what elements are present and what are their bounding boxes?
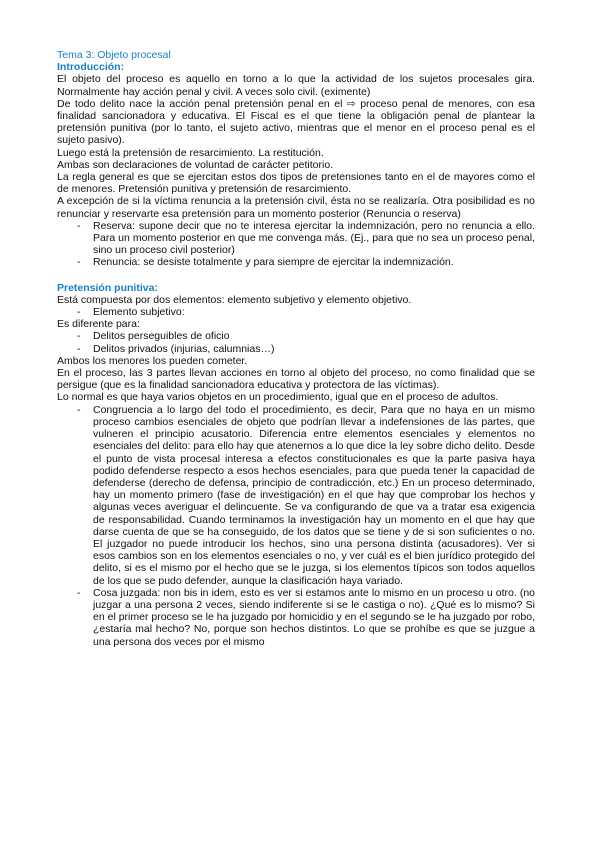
list-item-crime-privados: - Delitos privados (injurias, calumnias…) <box>57 343 535 355</box>
list-item-congruencia: - Congruencia a lo largo del todo el procedimiento, es decir, Para que no haya en un mismo proceso cambios esenciales de objeto que podrían llevar a indefensiones de las partes, que vulneren el principio acusatorio. Diferencia entre elementos esenciales y elementos no esenciales del delito: para ello hay que atenernos a lo que dice la ley sobre dicho delito. Desde el punto de vista procesal interesa a efectos constitucionales es que la parte pasiva haya podido defenderse respecto a esos hechos esenciales, para que pueda tener la capacidad de defenderse (derecho de defensa, principio de contradicción, etc.) En un proceso determinado, hay un momento primero (fase de investigación) en el que hay que comprobar los hechos y algunas veces averiguar el delincuente. Se va configurando de que va a tratar esa exigencia de responsabilidad. Cuando terminamos la investigación hay un momento en el que hay que darse cuenta de que se ha conseguido, de los datos que se tiene y de si son suficientes o no. El juzgador no puede introducir los hechos, sino una persona distinta (acusadores). Ver si esos cambios son en los elementos esenciales o no, y ver cuál es el bien jurídico protegido del delito, si es el mismo por el hecho que se le juzga, si los elementos típicos son todos aquellos de los que se pudo defender, aunque la clasificación haya variado. <box>57 404 535 587</box>
intro-heading: Introducción: <box>57 61 125 74</box>
intro-paragraph-2: De todo delito nace la acción penal pretensión penal en el ⇨ proceso penal de menores, con esa finalidad sancionadora y educativa. El Fiscal es el que tiene la obligación penal de plantear la pretensión punitiva (por lo tanto, el sujeto activo, mientras que el menor en el proceso penal es el sujeto pasivo). <box>57 97 535 147</box>
list-item-subjective: - Elemento subjetivo: <box>57 306 535 318</box>
list-item-crime-oficio: - Delitos perseguibles de oficio <box>57 330 535 342</box>
crime-types-list <box>57 330 535 354</box>
intro-paragraph-3: Luego está la pretensión de resarcimiento. La restitución. <box>57 146 324 159</box>
list-item-cosa-juzgada: - Cosa juzgada: non bis in idem, esto es ver si estamos ante lo mismo en un proceso u otro. (no juzgar a una persona 2 veces, siendo indiferente si se le castiga o no). ¿Qué es lo mismo? Si en el primer proceso se le ha juzgado por homicidio y en el segundo se le ha juzgado por robo, ¿estaría mal hecho? No, porque son hechos distintos. Lo que se prohíbe es que se juzgue a una persona dos veces por el mismo <box>57 587 535 648</box>
reserve-renounce-list <box>57 220 535 269</box>
process-paragraph-1: En el proceso, las 3 partes llevan acciones en torno al objeto del proceso, no como finalidad que se persigue (que es la finalidad sancionadora educativa y protectora de las víctimas). <box>57 367 535 392</box>
document-title: Tema 3: Objeto procesal <box>57 49 171 61</box>
intro-paragraph-1: El objeto del proceso es aquello en torno a lo que la actividad de los sujetos procesales gira. Normalmente hay acción penal y civil. A veces solo civil. (eximente) <box>57 73 535 98</box>
intro-paragraph-6: A excepción de si la víctima renuncia a la pretensión civil, ésta no se realizaría. Otra posibilidad es no renunciar y reservarte esa pretensión para un momento posterior (Renuncia o reserva) <box>57 195 535 220</box>
objective-list <box>57 404 535 648</box>
pretension-intro: Está compuesta por dos elementos: elemento subjetivo y elemento objetivo. <box>57 293 412 306</box>
process-paragraph-2: Lo normal es que haya varios objetos en un procedimiento, igual que en el proceso de adultos. <box>57 391 499 404</box>
document-page <box>57 49 535 648</box>
intro-paragraph-5: La regla general es que se ejercitan estos dos tipos de pretensiones tanto en el de mayores como el de menores. Pretensión punitiva y pretensión de resarcimiento. <box>57 171 535 196</box>
both-minors-text: Ambos los menores los pueden cometer. <box>57 354 248 367</box>
pretension-heading: Pretensión punitiva: <box>57 281 158 294</box>
different-for-text: Es diferente para: <box>57 318 140 331</box>
intro-paragraph-4: Ambas son declaraciones de voluntad de carácter petitorio. <box>57 158 334 171</box>
section-spacer <box>57 269 535 282</box>
list-item-reserva: - Reserva: supone decir que no te interesa ejercitar la indemnización, pero no renuncia a ello. Para un momento posterior en que me convenga más. (Ej., para que no sea un proceso penal, sino un proceso civil posterior) <box>57 220 535 257</box>
subjective-list <box>57 306 535 318</box>
list-item-renuncia: - Renuncia: se desiste totalmente y para siempre de ejercitar la indemnización. <box>57 256 535 268</box>
